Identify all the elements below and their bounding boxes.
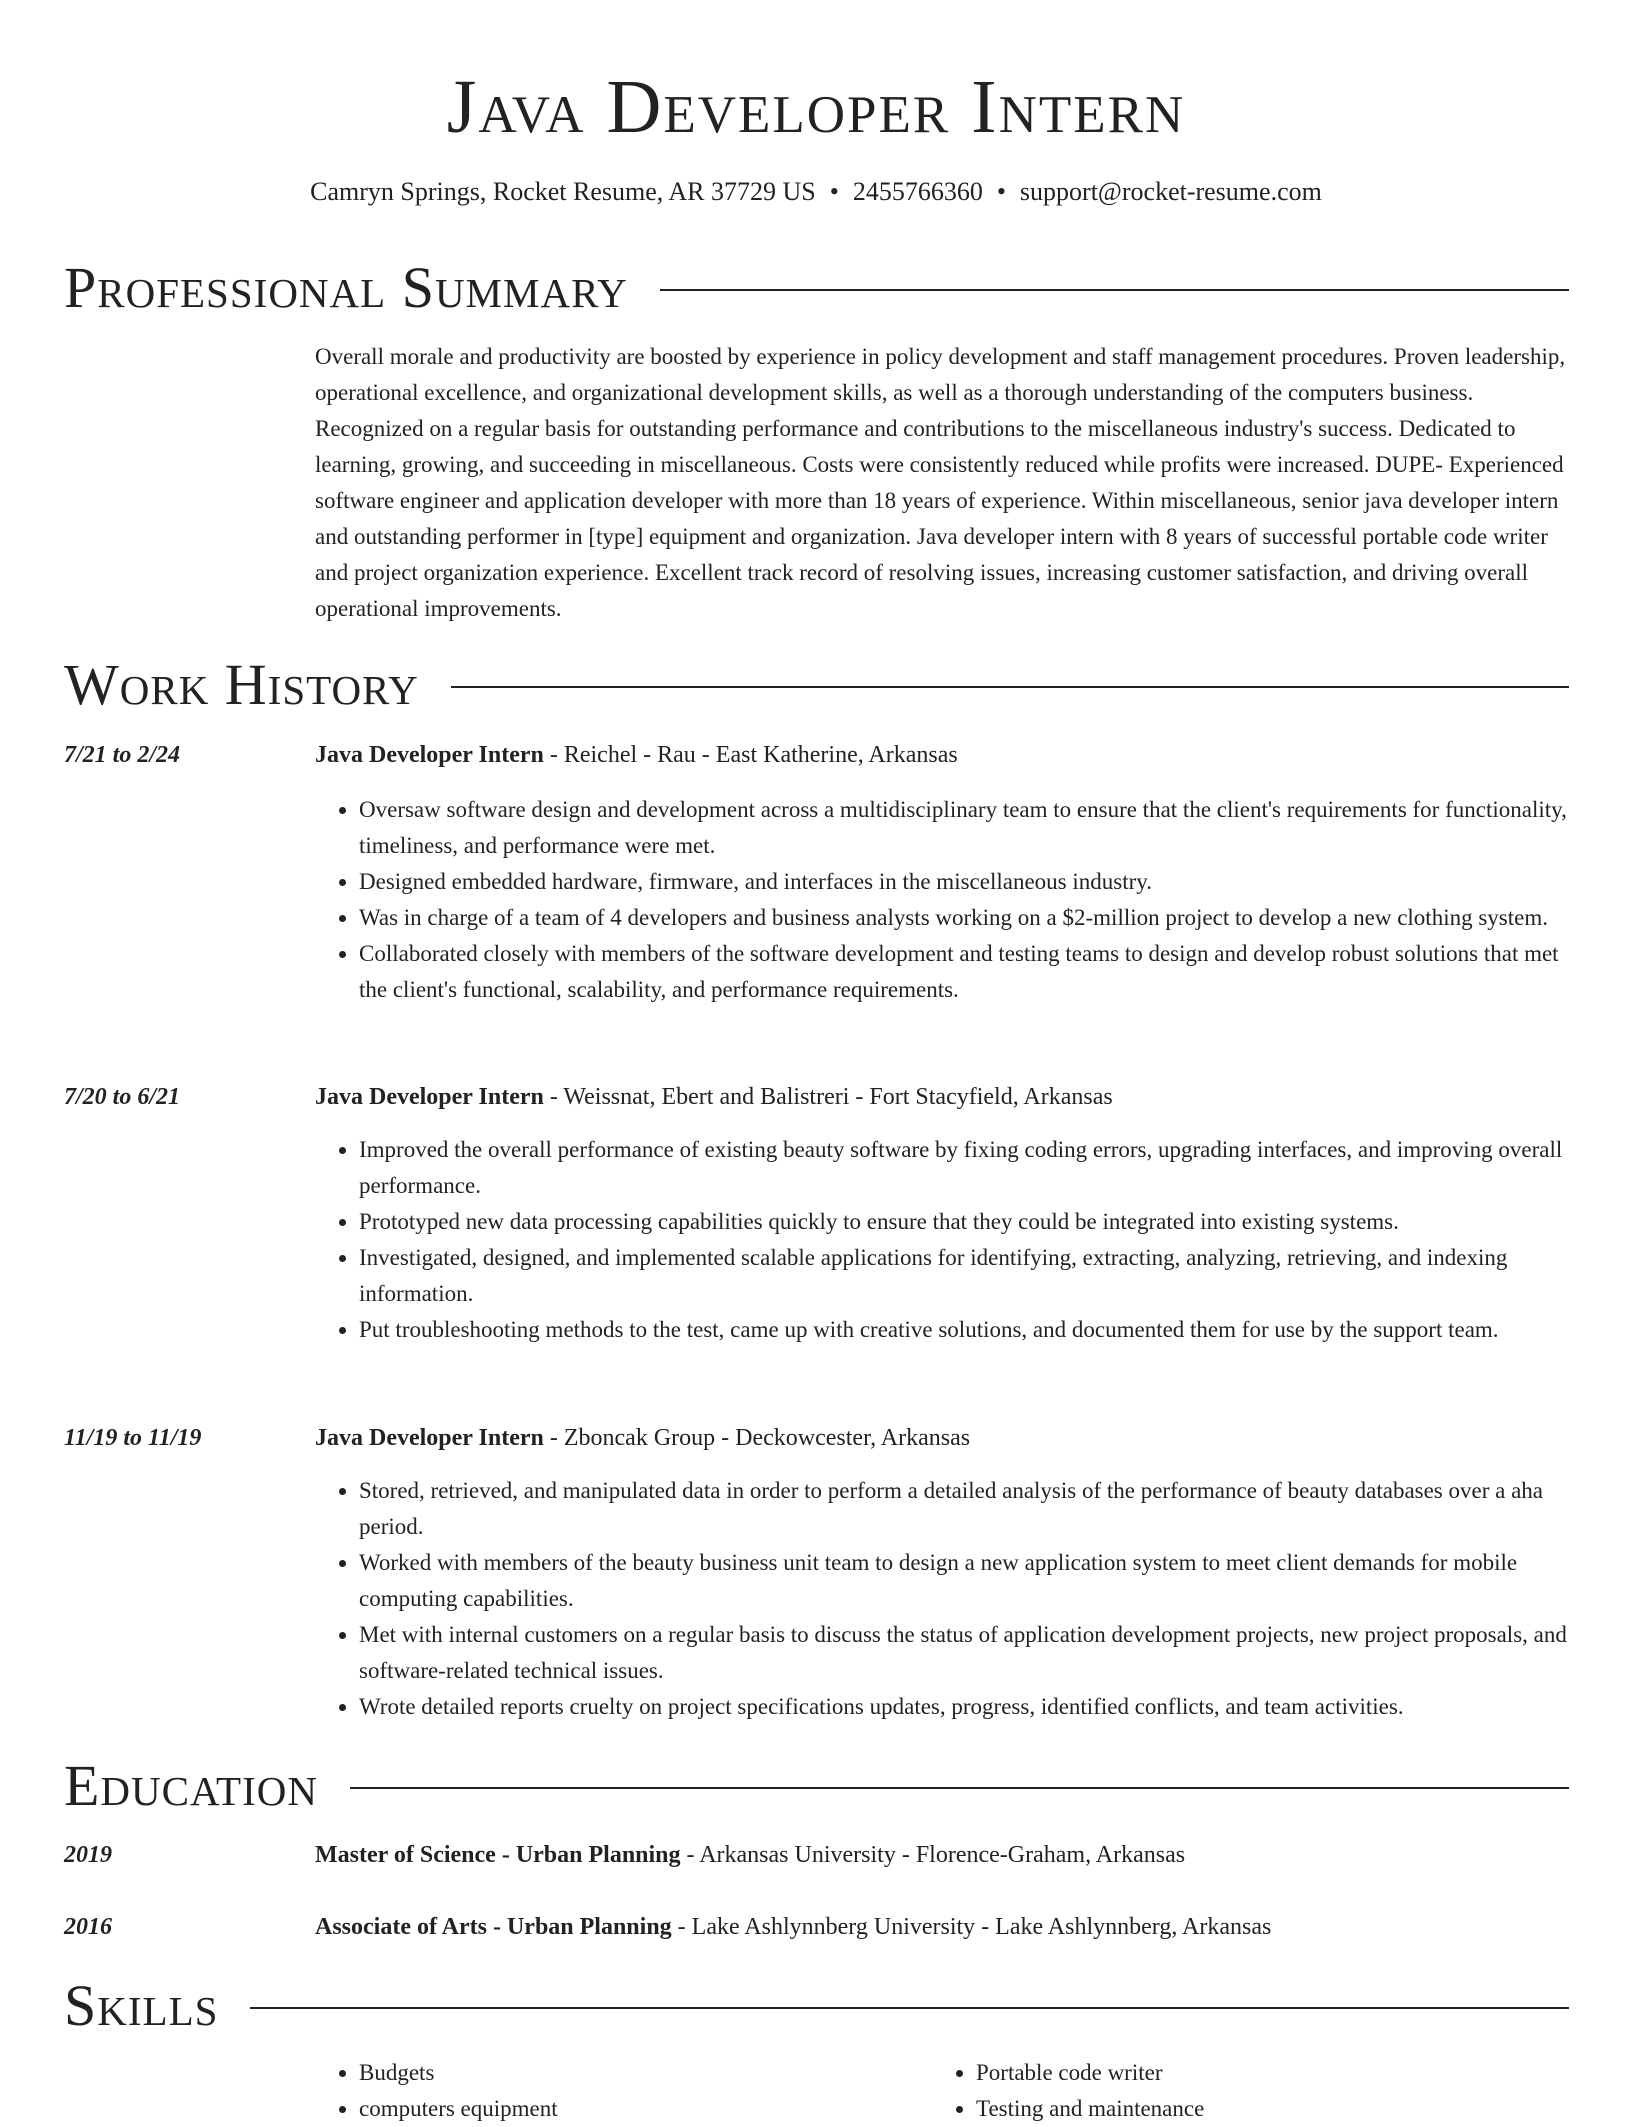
job-header [315,1421,1571,1455]
section-divider [660,289,1569,291]
school: - Lake Ashlynnberg University - Lake Ashlynnberg, Arkansas [671,1914,1272,1940]
skill-item: • Testing and maintenance [976,2091,1532,2127]
job-bullets [315,1132,1571,1348]
job-dates: 7/20 to 6/21 [64,1084,181,1110]
job-bullets [315,792,1571,1008]
list-item: • Was in charge of a team of 4 developers and business analysts working on a $2-million project to develop a new clothing system. [359,900,1571,936]
contact-separator: • [996,177,1006,206]
list-item: • Designed embedded hardware, firmware, and interfaces in the miscellaneous industry. [359,864,1571,900]
job-header [315,738,1571,772]
list-item: • Stored, retrieved, and manipulated data in order to perform a detailed analysis of the performance of beauty databases over a aha period. [359,1473,1571,1545]
education-entry [315,1910,1571,1944]
list-item: • Prototyped new data processing capabilities quickly to ensure that they could be integrated into existing systems. [359,1204,1571,1240]
section-header-education [64,1751,1569,1821]
job-dates: 7/21 to 2/24 [64,742,181,768]
address: Camryn Springs, Rocket Resume, AR 37729 US [310,177,816,206]
job-bullets [315,1473,1571,1725]
skills-list-left [315,2055,915,2127]
list-item: • Collaborated closely with members of the software development and testing teams to design and develop robust solutions that met the client's functional, scalability, and performance requirements. [359,936,1571,1008]
list-item: • Investigated, designed, and implemented scalable applications for identifying, extracting, analyzing, retrieving, and indexing information. [359,1240,1571,1312]
section-divider [250,2007,1569,2009]
education-year: 2019 [64,1842,112,1868]
job-title: Java Developer Intern [315,1425,544,1451]
list-item: • Met with internal customers on a regular basis to discuss the status of application development projects, new project proposals, and software-related technical issues. [359,1617,1571,1689]
education-entry [315,1838,1571,1872]
email-link[interactable]: support@rocket-resume.com [1019,177,1322,206]
job-employer: - Weissnat, Ebert and Balistreri - Fort Stacyfield, Arkansas [543,1084,1113,1110]
education-year: 2016 [64,1914,112,1940]
job-employer: - Zboncak Group - Deckowcester, Arkansas [543,1425,971,1451]
section-header-work-history [64,650,1569,720]
degree: Master of Science - Urban Planning [315,1842,681,1868]
job-dates: 11/19 to 11/19 [64,1425,202,1451]
resume-title: Java Developer Intern [446,65,1186,149]
section-divider [350,1787,1569,1789]
skill-item: • Portable code writer [976,2055,1532,2091]
section-divider [451,686,1569,688]
list-item: • Put troubleshooting methods to the test, came up with creative solutions, and documented them for use by the support team. [359,1312,1571,1348]
section-title: Skills [64,1973,219,2038]
list-item: • Oversaw software design and development across a multidisciplinary team to ensure that the client's requirements for functionality, timeliness, and performance were met. [359,792,1571,864]
section-header-skills [64,1971,1569,2041]
list-item: • Wrote detailed reports cruelty on project specifications updates, progress, identified conflicts, and team activities. [359,1689,1571,1725]
job-title: Java Developer Intern [315,742,544,768]
skills-list-right [932,2055,1532,2127]
list-item: • Improved the overall performance of existing beauty software by fixing coding errors, upgrading interfaces, and improving overall performance. [359,1132,1571,1204]
section-title: Education [64,1753,318,1818]
school: - Arkansas University - Florence-Graham, Arkansas [680,1842,1186,1868]
section-header-summary [64,253,1569,323]
contact-line [0,175,1632,209]
skill-item: • Budgets [359,2055,915,2091]
job-header [315,1080,1571,1114]
section-title: Work History [64,652,419,717]
contact-separator: • [829,177,839,206]
section-title: Professional Summary [64,255,628,320]
phone: 2455766360 [852,177,983,206]
degree: Associate of Arts - Urban Planning [315,1914,672,1940]
job-employer: - Reichel - Rau - East Katherine, Arkansas [543,742,958,768]
skill-item: • computers equipment [359,2091,915,2127]
list-item: • Worked with members of the beauty business unit team to design a new application system to meet client demands for mobile computing capabilities. [359,1545,1571,1617]
job-title: Java Developer Intern [315,1084,544,1110]
summary-text: Overall morale and productivity are boosted by experience in policy development and staff management procedures. Proven leadership, operational excellence, and organizational development skills, as well as a thorough understanding of the computers business. Recognized on a regular basis for outstanding performance and contributions to the miscellaneous industry's success. Dedicated to learning, growing, and succeeding in miscellaneous. Costs were consistently reduced while profits were increased. DUPE- Experienced software engineer and application developer with more than 18 years of experience. Within miscellaneous, senior java developer intern and outstanding performer in [type] equipment and organization. Java developer intern with 8 years of successful portable code writer and project organization experience. Excellent track record of resolving issues, increasing customer satisfaction, and driving overall operational improvements. [315,344,1566,621]
